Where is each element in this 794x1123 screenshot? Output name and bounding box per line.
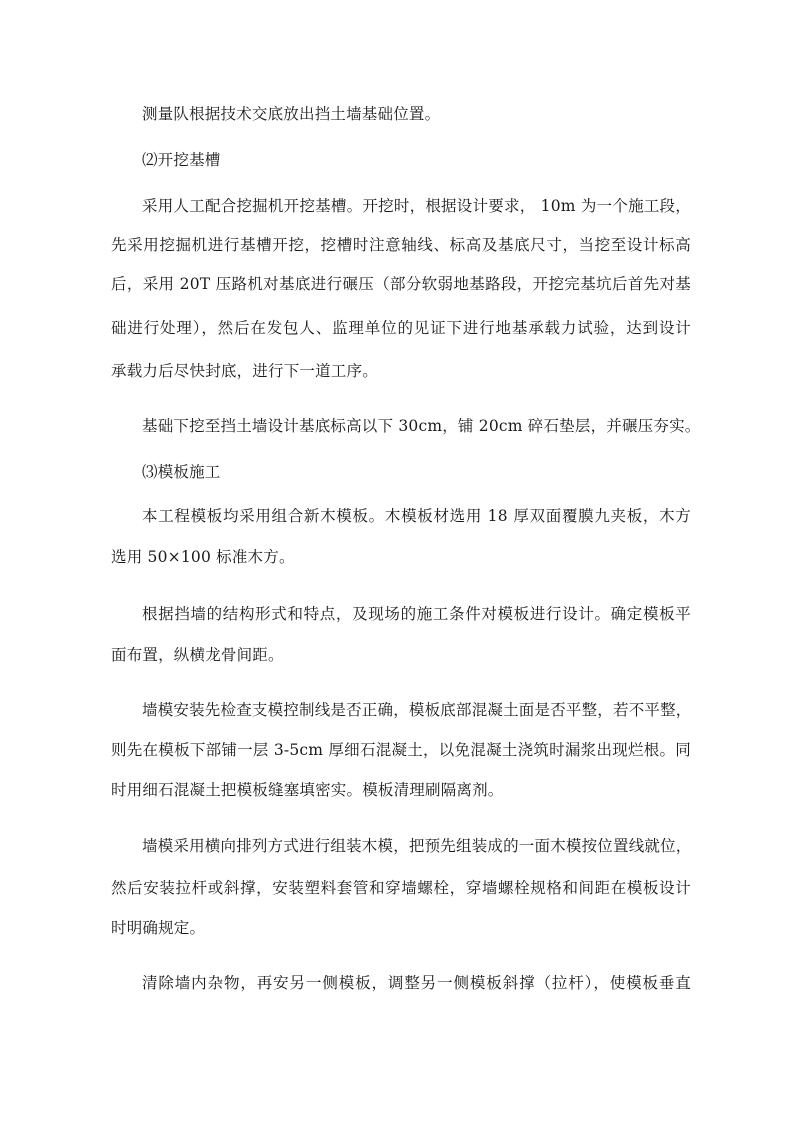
paragraph-line: 根据挡墙的结构形式和特点，及现场的施工条件对模板进行设计。确定模板平: [142, 605, 691, 623]
paragraph-line: 然后安装拉杆或斜撑，安装塑料套管和穿墙螺栓，穿墙螺栓规格和间距在模板设计: [111, 879, 691, 897]
paragraph-line: 墙模安装先检查支模控制线是否正确，模板底部混凝土面是否平整，若不平整，: [142, 701, 692, 719]
section-heading: ⑵开挖基槽: [142, 151, 221, 169]
paragraph-line: 先采用挖掘机进行基槽开挖，挖槽时注意轴线、标高及基底尺寸，当挖至设计标高: [111, 236, 691, 254]
paragraph-line: 时明确规定。: [111, 919, 206, 937]
paragraph-line: 采用人工配合挖掘机开挖基槽。开挖时，根据设计要求， 10m 为一个施工段，: [142, 197, 691, 215]
paragraph-line: 选用 50×100 标准木方。: [111, 548, 295, 566]
section-heading: ⑶模板施工: [142, 463, 221, 481]
paragraph-line: 时用细石混凝土把模板缝塞填密实。模板清理刷隔离剂。: [111, 781, 504, 799]
paragraph-line: 则先在模板下部铺一层 3-5cm 厚细石混凝土，以免混凝土浇筑时漏浆出现烂根。同: [111, 741, 691, 759]
paragraph-line: 基础下挖至挡土墙设计基底标高以下 30cm，铺 20cm 碎石垫层，并碾压夯实。: [142, 417, 701, 435]
paragraph-line: 面布置，纵横龙骨间距。: [111, 646, 284, 664]
paragraph-line: 清除墙内杂物，再安另一侧模板，调整另一侧模板斜撑（拉杆），使模板垂直: [142, 974, 691, 992]
paragraph-line: 承载力后尽快封底，进行下一道工序。: [111, 362, 378, 380]
paragraph-line: 测量队根据技术交底放出挡土墙基础位置。: [142, 105, 441, 123]
paragraph-line: 墙模采用横向排列方式进行组装木模，把预先组装成的一面木模按位置线就位，: [142, 837, 692, 855]
paragraph-line: 本工程模板均采用组合新木模板。木模板材选用 18 厚双面覆膜九夹板，木方: [142, 507, 691, 525]
paragraph-line: 后，采用 20T 压路机对基底进行碾压（部分软弱地基路段，开挖完基坑后首先对基: [111, 275, 691, 293]
paragraph-line: 础进行处理），然后在发包人、监理单位的见证下进行地基承载力试验，达到设计: [111, 319, 691, 337]
